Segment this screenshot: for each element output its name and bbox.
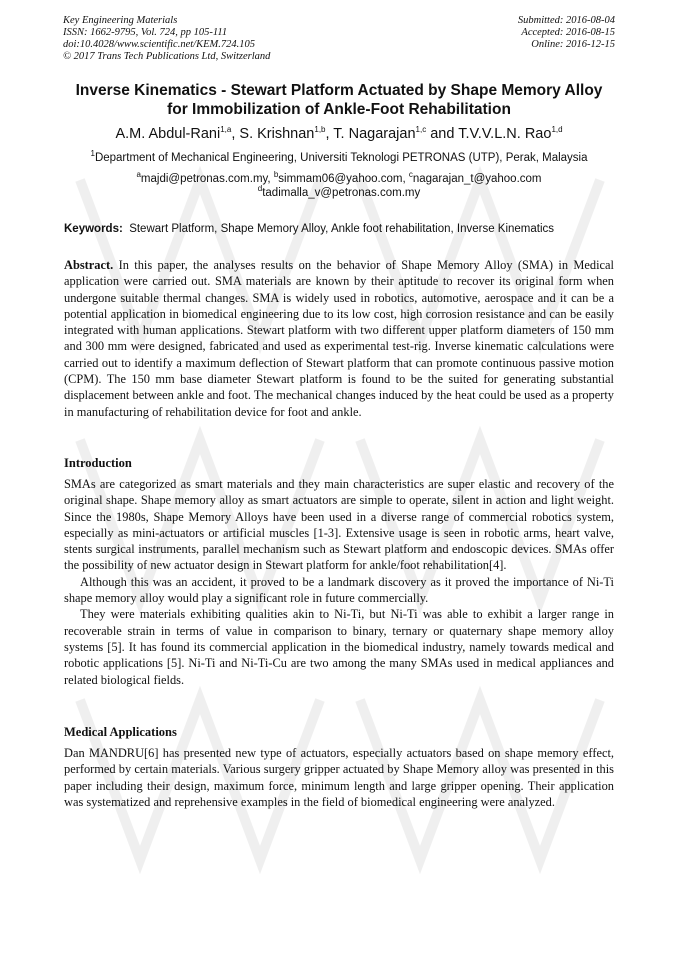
journal-issn: ISSN: 1662-9795, Vol. 724, pp 105-111: [63, 27, 228, 38]
email-sup: b: [273, 170, 279, 180]
affiliation-sup: 1: [90, 149, 95, 159]
author-sup: 1,b: [314, 125, 326, 135]
journal-header-left: [63, 15, 270, 63]
author-emails: $^a$majdi@petronas.com.my, $^b$simmam06@yahoo.com, $^c$nagarajan_t@yahoo.com $^d$tadimalla_v@petronas.com.my: [136, 170, 542, 199]
author-sup: 1,c: [415, 125, 427, 135]
author-name: S. Krishnan: [239, 126, 315, 142]
abstract: [64, 257, 614, 420]
author-name: A.M. Abdul-Rani: [115, 126, 221, 142]
affiliation-text: Department of Mechanical Engineering, Universiti Teknologi PETRONAS (UTP), Perak, Malaysia: [94, 152, 588, 164]
author-name: T. Nagarajan: [333, 126, 416, 142]
introduction-heading: Introduction: [64, 456, 132, 470]
medical-applications-body: [64, 745, 614, 810]
keywords-text: Stewart Platform, Shape Memory Alloy, Ankle foot rehabilitation, Inverse Kinematics: [129, 223, 555, 235]
author-list: [40, 125, 638, 143]
author-separator: ,: [325, 126, 334, 142]
paragraph: Dan MANDRU[6] has presented new type of actuators, especially actuators based on shape memory effect, performed by certain materials. Various surgery gripper actuated by Shape Memory alloy was presented in this paper including their design, maximum force, minimum length and large gripper opening. Their application was systematized and reprehensive examples in the field of biomedical engineering were analyzed.: [64, 746, 614, 809]
title-line-1: Inverse Kinematics - Stewart Platform Actuated by Shape Memory Alloy: [75, 82, 603, 99]
journal-name: Key Engineering Materials: [63, 15, 178, 26]
medical-applications-heading: Medical Applications: [64, 725, 177, 739]
online-date: Online: 2016-12-15: [531, 39, 615, 50]
author-separator: ,: [231, 126, 240, 142]
abstract-text: In this paper, the analyses results on the behavior of Shape Memory Alloy (SMA) in Medical application were carried out. SMA materials are known by their aptitude to recover its original form when undergone suitable thermal changes. SMA is widely used in robotics, automotive, aerospace and it can be a potential application in biomedical engineering due to its low cost, high corrosion resistance and can be easily integrated with human applications. Stewart platform with two different upper platform diameters of 150 mm and 300 mm were designed, fabricated and used as experimental test-rig. Inverse kinematic calculations were carried out to identify a maximum deflection of Stewart platform that can promote continuous passive motion (CPM). The 150 mm base diameter Stewart platform is found to be the suited for generating substantial displacement between ankle and foot. The mechanical changes induced by the heat could be used as a property in manufacturing of rehabilitation device for foot and ankle.: [64, 258, 614, 419]
email-address: nagarajan_t@yahoo.com: [412, 173, 542, 185]
email-sup: c: [408, 170, 413, 180]
email-address: majdi@petronas.com.my: [140, 173, 268, 185]
email-address: simmam06@yahoo.com: [278, 173, 403, 185]
paragraph: Although this was an accident, it proved to be a landmark discovery as it proved the importance of Ni-Ti shape memory alloy would play a significant role in future commercially.: [64, 574, 614, 606]
journal-header-right: [518, 15, 615, 51]
abstract-label: Abstract.: [64, 258, 114, 272]
email-address: tadimalla_v@petronas.com.my: [262, 187, 421, 199]
email-sup: a: [136, 170, 141, 180]
paper-title: [40, 81, 638, 119]
paragraph: They were materials exhibiting qualities akin to Ni-Ti, but Ni-Ti was able to exhibit a larger range in recoverable strain in terms of value in comparison to binary, ternary or quaternary shape memory alloy systems [5]. It has found its commercial application in the biomedical industry, namely towards medical and robotic applications [5]. Ni-Ti and Ni-Ti-Cu are two among the many SMAs used in medical appliances and related biological fields.: [64, 607, 614, 687]
title-line-2: for Immobilization of Ankle-Foot Rehabilitation: [167, 101, 511, 118]
author-sup: 1,d: [551, 125, 563, 135]
affiliation: [40, 151, 638, 165]
paragraph: SMAs are categorized as smart materials and they main characteristics are super elastic and recovery of the original shape. Shape memory alloy as smart actuators are simple to operate, silent in action and light weight. Since the 1980s, Shape Memory Alloys have been used in a diverse range of commercial robotics system, especially as mini-actuators or artificial muscles [1-3]. Extensive usage is seen in robotic arms, heart valve, stents surgical instruments, parallel mechanism such as Stewart platform and endoscopic devices. SMAs offer the possibility of new actuator design in Stewart platform for ankle/foot rehabilitation[4].: [64, 477, 614, 573]
accepted-date: Accepted: 2016-08-15: [521, 27, 615, 38]
introduction-body: [64, 476, 614, 688]
author-name: T.V.V.L.N. Rao: [458, 126, 552, 142]
author-separator: and: [426, 126, 459, 142]
keywords-label: Keywords:: [64, 223, 123, 235]
author-sup: 1,a: [220, 125, 232, 135]
email-sup: d: [257, 184, 263, 194]
submitted-date: Submitted: 2016-08-04: [517, 15, 615, 26]
journal-copyright: © 2017 Trans Tech Publications Ltd, Switzerland: [63, 51, 271, 62]
keywords: [64, 222, 614, 236]
journal-doi: doi:10.4028/www.scientific.net/KEM.724.105: [63, 39, 255, 50]
